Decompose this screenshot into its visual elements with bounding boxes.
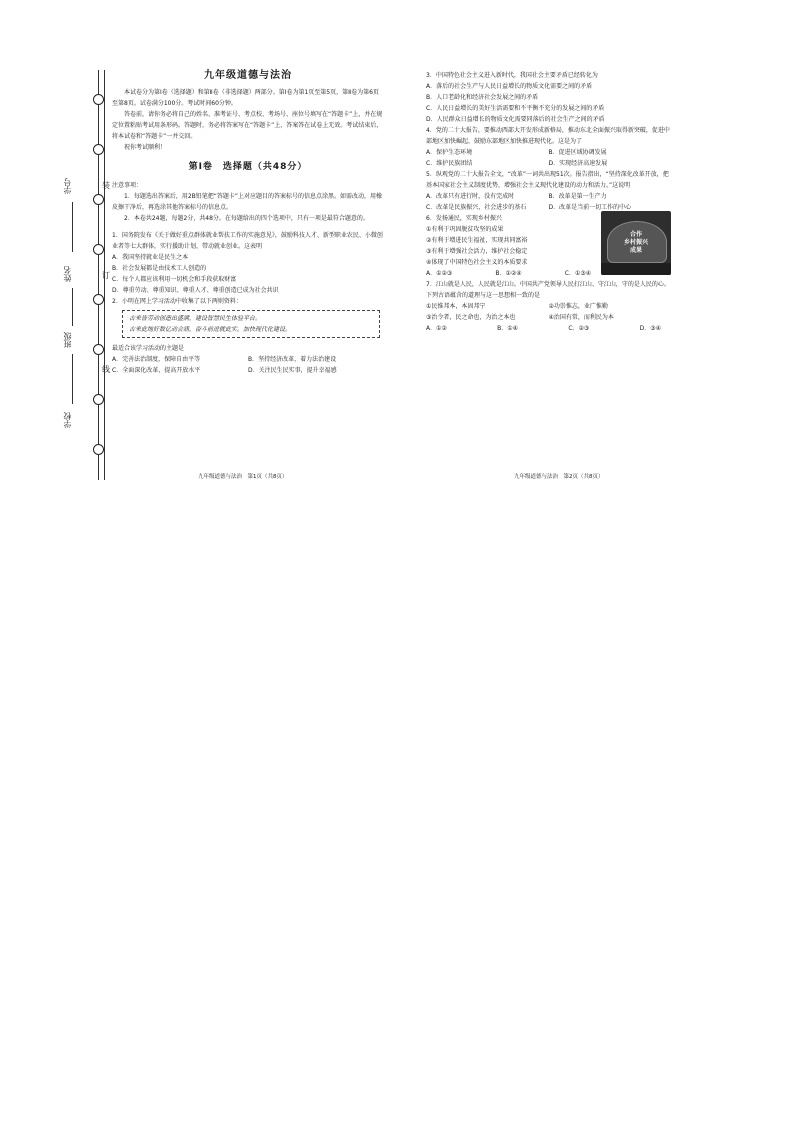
option-row xyxy=(426,191,671,202)
option: A．我国坚持就业是民生之本 xyxy=(112,254,189,261)
punch-hole-icon xyxy=(93,94,104,105)
punch-hole-icon xyxy=(93,144,104,155)
question-stem: 3．中国特色社会主义进入新时代，我国社会主要矛盾已经转化为 xyxy=(426,72,598,79)
binding-label-class: 班级 xyxy=(63,332,72,348)
option: A．改革只有进行时，没有完成时 xyxy=(426,193,515,200)
page-2 xyxy=(426,70,671,334)
statement-row xyxy=(426,301,671,312)
material-line: 古来此地好数亿动会涌，奋斗前进就此实，加快现代化建设。 xyxy=(129,326,292,333)
question-stem: 4．党的二十大报告，要推动西部大开发形成新格局，推动东北全面振兴取得新突破，促进中部地区加快崛起，鼓励东部地区加快推进现代化。这是为了 xyxy=(426,127,670,145)
option-row xyxy=(112,354,384,365)
option-row xyxy=(426,323,671,334)
page-1 xyxy=(112,70,384,376)
punch-hole-icon xyxy=(93,444,104,455)
intro-paragraph: 答卷前，请你务必将自己的姓名、准考证号、考点校、考场号、座位号填写在“答题卡”上，并在规定位置粘贴考试用条形码。答题时，务必将答案写在“答题卡”上，答案答在试卷上无效。考试结束后，将本试卷和“答题卡”一并交回。 xyxy=(112,111,383,140)
option: D．尊重劳动、尊重知识、尊重人才、尊重创造已成为社会共识 xyxy=(112,287,279,294)
option: B．①④ xyxy=(497,325,519,332)
option: B．人口老龄化和经济社会发展之间的矛盾 xyxy=(426,94,539,101)
option: A．保护生态环境 xyxy=(426,149,473,156)
question-ask: 最适合该学习活动的主题是 xyxy=(112,345,185,352)
page-footer: 九年级道德与法治 第2页（共8页） xyxy=(514,474,604,480)
question-6 xyxy=(426,213,671,279)
statement-item: ③治令者，民之命也，为治之本也 xyxy=(426,314,516,321)
statement-item: ②功崇惟志，业广惟勤 xyxy=(548,303,608,310)
option: C．维护民族团结 xyxy=(426,160,473,167)
binding-line xyxy=(98,70,99,480)
option: D．③④ xyxy=(639,325,661,332)
punch-hole-icon xyxy=(93,394,104,405)
option-row xyxy=(426,158,671,169)
rural-revitalization-image xyxy=(601,211,671,275)
option-row xyxy=(112,365,384,376)
option: D．人民群众日益增长的物质文化需要同落后的社会生产之间的矛盾 xyxy=(426,116,605,123)
page-footer: 九年级道德与法治 第1页（共8页） xyxy=(198,474,288,480)
intro-greeting: 祝你考试顺利！ xyxy=(124,144,167,151)
fill-line xyxy=(72,202,73,252)
statement-item: ①有利于巩固脱贫攻坚的成果 xyxy=(426,226,504,233)
question-stem: 1．国务院发布《关于做好重点群体就业帮扶工作的实施意见》，鼓励科技人才、新型职业农民、小微创业者等七大群体，实行援助计划，带动就业创业。这表明 xyxy=(112,232,383,250)
notice-item: 2．本卷共24题，每题2分，共48分。在每题给出的四个选项中，只有一项是最符合题意的。 xyxy=(124,215,369,222)
statement-item: ③有利于增强社会活力，维护社会稳定 xyxy=(426,248,528,255)
statement-item: ①民惟邦本，本固邦宁 xyxy=(426,303,486,310)
image-base xyxy=(601,263,671,275)
question-stem: 7．江山就是人民，人民就是江山。中国共产党领导人民打江山、守江山，守的是人民的心。下列古语蕴含的道理与这一思想相一致的是 xyxy=(426,281,670,299)
exam-sheet xyxy=(0,0,794,500)
option: C．每个人都应该利用一切机会和手段获取财富 xyxy=(112,276,237,283)
statement-row xyxy=(426,312,671,323)
option: B．促进区域协调发展 xyxy=(548,149,607,156)
option: A．完善法治制度，保障自由平等 xyxy=(112,356,201,363)
punch-hole-icon xyxy=(93,244,104,255)
intro-paragraph: 本试卷分为第Ⅰ卷（选择题）和第Ⅱ卷（非选择题）两部分。第Ⅰ卷为第1页至第5页，第Ⅱ卷为第6页至第8页。试卷满分100分。考试时间60分钟。 xyxy=(112,89,379,107)
option: D．改革是当前一切工作的中心 xyxy=(548,204,632,211)
option: C．②③ xyxy=(568,325,590,332)
question-stem: 2．小明在网上学习活动中收集了以下两则资料： xyxy=(112,298,242,305)
notice-item: 1．每题选出答案后，用2B铅笔把“答题卡”上对应题目的答案标号的信息点涂黑。如需改动，用橡皮擦干净后，再选涂其他答案标号的信息点。 xyxy=(112,193,382,211)
binding-label-name: 姓名 xyxy=(63,266,72,282)
exam-title: 九年级道德与法治 xyxy=(204,70,292,81)
option: B．①②④ xyxy=(495,270,522,277)
statement-item: ④治国有常，而利民为本 xyxy=(548,314,614,321)
option: D．关注民生民实事，提升幸福感 xyxy=(248,367,337,374)
option: A．①②③ xyxy=(426,270,453,277)
option: D．实现经济高速发展 xyxy=(548,160,608,167)
material-box xyxy=(122,310,380,338)
question-stem: 5．纵观党的二十大报告全文，“改革”一词共出现51次。报告指出，“坚持深化改革开放，把基本国家社会主义制度优势，增强社会主义现代化建设的动力和活力。”这说明 xyxy=(426,171,669,189)
punch-hole-icon xyxy=(93,344,104,355)
option: B．社会发展都是由技术工人创造的 xyxy=(112,265,207,272)
punch-hole-icon xyxy=(93,294,104,305)
binding-label-student-id: 学号 xyxy=(63,178,72,194)
option: C．人民日益增长的美好生活需要和不平衡不充分的发展之间的矛盾 xyxy=(426,105,605,112)
statement-item: ②有利于增进民生福祉，实现共同富裕 xyxy=(426,237,528,244)
section-title: 第Ⅰ卷 选择题（共48分） xyxy=(188,162,308,172)
option: B．坚持经济改革，着力法治建设 xyxy=(248,356,337,363)
punch-hole-icon xyxy=(93,194,104,205)
option: A．①② xyxy=(426,325,447,332)
option: C．全面深化改革，提高开放水平 xyxy=(112,367,201,374)
option: A．落后的社会生产与人民日益增长的物质文化需要之间的矛盾 xyxy=(426,83,593,90)
notice-title: 注意事项： xyxy=(112,182,143,189)
option: C．①③④ xyxy=(564,270,592,277)
binding-label-school: 学校 xyxy=(63,412,72,428)
question-stem: 6．发扬通民，实现乡村振兴 xyxy=(426,215,502,222)
seal-mark: 装 xyxy=(102,181,110,190)
statement-item: ④体现了中国特色社会主义的本质要求 xyxy=(426,259,528,266)
option: C．改革是民族振兴，社会进步的基石 xyxy=(426,204,527,211)
binding-margin xyxy=(60,70,110,480)
option: B．改革是第一生产力 xyxy=(548,193,607,200)
seal-mark: 订 xyxy=(102,271,110,280)
fill-line xyxy=(72,288,73,326)
seal-mark: 线 xyxy=(102,365,110,374)
option-row xyxy=(426,147,671,158)
image-caption: 合作 乡村振兴 成果 xyxy=(623,231,648,254)
fill-line xyxy=(72,354,73,404)
material-line: 古来皆劳动创造出盛满，建设智慧民生体验平台。 xyxy=(129,315,262,322)
